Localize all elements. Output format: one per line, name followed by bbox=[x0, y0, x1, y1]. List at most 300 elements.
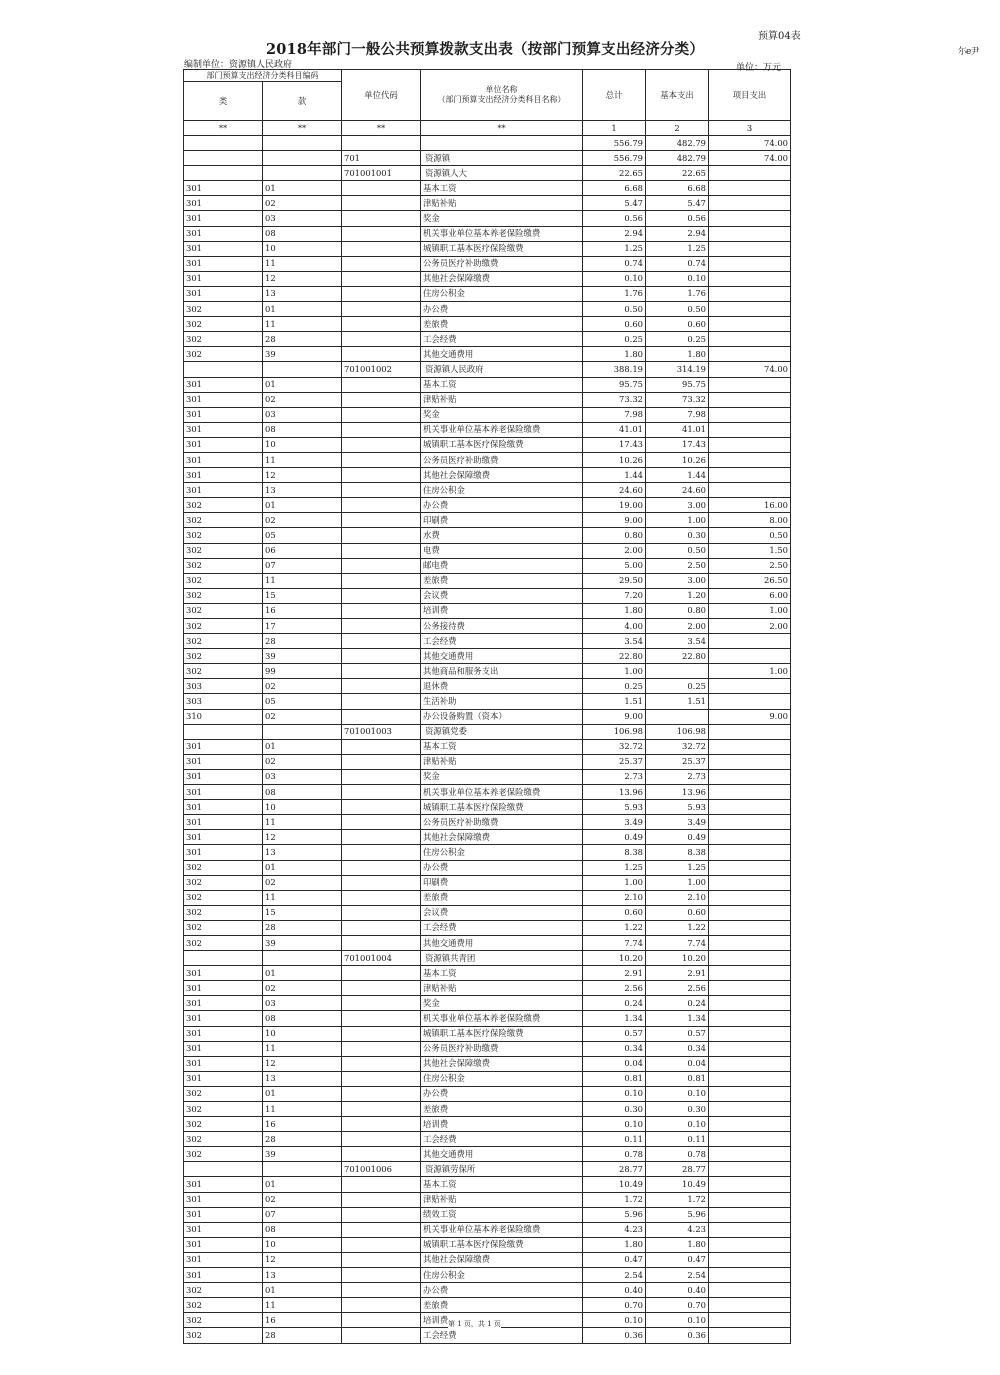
cell-basic: 3.49 bbox=[646, 815, 709, 830]
unit-label: 单位：万元 bbox=[736, 63, 782, 73]
cell-name: 城镇职工基本医疗保险缴费 bbox=[421, 1237, 583, 1252]
cell-unit-code bbox=[342, 905, 421, 920]
table-row bbox=[184, 634, 791, 649]
cell-project bbox=[709, 1117, 791, 1132]
cell-lei: 301 bbox=[184, 483, 263, 498]
cell-project bbox=[709, 1268, 791, 1283]
cell-kuan: 28 bbox=[263, 332, 342, 347]
cell-name: 资源镇 bbox=[421, 151, 583, 166]
cell-project bbox=[709, 452, 791, 467]
header-unit-code: 单位代码 bbox=[342, 70, 421, 121]
cell-name: 住房公积金 bbox=[421, 483, 583, 498]
cell-kuan: 02 bbox=[263, 754, 342, 769]
cell-kuan: 99 bbox=[263, 664, 342, 679]
cell-total: 2.54 bbox=[583, 1268, 646, 1283]
cell-project bbox=[709, 935, 791, 950]
cell-kuan: 01 bbox=[263, 181, 342, 196]
org-label: 编制单位：资源镇人民政府 bbox=[184, 60, 293, 70]
cell-total: 10.20 bbox=[583, 951, 646, 966]
cell-unit-code bbox=[342, 513, 421, 528]
cell-lei: 301 bbox=[184, 196, 263, 211]
cell-name: 其他社会保障缴费 bbox=[421, 1056, 583, 1071]
cell-total: 0.25 bbox=[583, 332, 646, 347]
cell-project bbox=[709, 422, 791, 437]
cell-lei: 302 bbox=[184, 513, 263, 528]
cell-kuan: 12 bbox=[263, 1056, 342, 1071]
table-row bbox=[184, 1328, 791, 1343]
cell-unit-code bbox=[342, 1252, 421, 1267]
header-total: 总计 bbox=[583, 70, 646, 121]
cell-lei: 301 bbox=[184, 181, 263, 196]
cell-basic: 1.00 bbox=[646, 513, 709, 528]
cell-unit-code bbox=[342, 1313, 421, 1328]
cell-kuan: 13 bbox=[263, 1071, 342, 1086]
cell-lei: 301 bbox=[184, 286, 263, 301]
cell-total: 2.94 bbox=[583, 226, 646, 241]
cell-kuan: 11 bbox=[263, 1102, 342, 1117]
table-row bbox=[184, 558, 791, 573]
cell-kuan: 16 bbox=[263, 1117, 342, 1132]
cell-name: 奖金 bbox=[421, 407, 583, 422]
cell-lei: 301 bbox=[184, 1192, 263, 1207]
cell-project bbox=[709, 196, 791, 211]
table-row bbox=[184, 890, 791, 905]
cell-total: 32.72 bbox=[583, 739, 646, 754]
cell-total: 9.00 bbox=[583, 709, 646, 724]
cell-project bbox=[709, 800, 791, 815]
cell-project bbox=[709, 830, 791, 845]
cell-lei: 301 bbox=[184, 1222, 263, 1237]
cell-total: 5.93 bbox=[583, 800, 646, 815]
cell-total: 0.11 bbox=[583, 1132, 646, 1147]
cell-total: 0.78 bbox=[583, 1147, 646, 1162]
cell-kuan bbox=[263, 151, 342, 166]
cell-unit-code bbox=[342, 558, 421, 573]
cell-basic: 2.56 bbox=[646, 981, 709, 996]
cell-lei: 302 bbox=[184, 588, 263, 603]
cell-lei: 301 bbox=[184, 226, 263, 241]
cell-basic: 28.77 bbox=[646, 1162, 709, 1177]
cell-basic: 0.47 bbox=[646, 1252, 709, 1267]
cell-name: 公务员医疗补助缴费 bbox=[421, 1041, 583, 1056]
cell-total: 7.98 bbox=[583, 407, 646, 422]
cell-project bbox=[709, 347, 791, 362]
cell-lei: 302 bbox=[184, 1102, 263, 1117]
form-code: 预算04表 bbox=[758, 31, 801, 42]
cell-unit-code bbox=[342, 664, 421, 679]
cell-name: 基本工资 bbox=[421, 1177, 583, 1192]
table-row bbox=[184, 619, 791, 634]
cell-kuan: 13 bbox=[263, 483, 342, 498]
cell-name: 城镇职工基本医疗保险缴费 bbox=[421, 437, 583, 452]
cell-basic: 1.72 bbox=[646, 1192, 709, 1207]
cell-basic: 1.80 bbox=[646, 1237, 709, 1252]
cell-kuan: 11 bbox=[263, 452, 342, 467]
cell-name: 公务员医疗补助缴费 bbox=[421, 815, 583, 830]
table-row bbox=[184, 286, 791, 301]
cell-lei: 301 bbox=[184, 800, 263, 815]
cell-total: 0.10 bbox=[583, 271, 646, 286]
cell-basic: 0.10 bbox=[646, 271, 709, 286]
cell-lei: 301 bbox=[184, 845, 263, 860]
cell-kuan: 39 bbox=[263, 347, 342, 362]
cell-lei: 302 bbox=[184, 619, 263, 634]
cell-project: 6.00 bbox=[709, 588, 791, 603]
cell-name: 印刷费 bbox=[421, 513, 583, 528]
cell-total: 95.75 bbox=[583, 377, 646, 392]
cell-basic: 482.79 bbox=[646, 136, 709, 151]
cell-project: 2.50 bbox=[709, 558, 791, 573]
cell-unit-code bbox=[342, 347, 421, 362]
cell-unit-code bbox=[342, 528, 421, 543]
cell-unit-code bbox=[342, 709, 421, 724]
cell-project bbox=[709, 634, 791, 649]
table-row bbox=[184, 302, 791, 317]
cell-basic: 5.47 bbox=[646, 196, 709, 211]
cell-lei: 301 bbox=[184, 271, 263, 286]
cell-kuan: 16 bbox=[263, 1313, 342, 1328]
cell-kuan: 16 bbox=[263, 603, 342, 618]
cell-project bbox=[709, 679, 791, 694]
cell-lei: 302 bbox=[184, 634, 263, 649]
table-body bbox=[184, 121, 791, 1344]
cell-name: 差旅费 bbox=[421, 573, 583, 588]
cell-project bbox=[709, 407, 791, 422]
cell-project bbox=[709, 1283, 791, 1298]
cell-project: 1.00 bbox=[709, 603, 791, 618]
cell-basic: 5.96 bbox=[646, 1207, 709, 1222]
cell-total: 2.91 bbox=[583, 966, 646, 981]
cell-unit-code bbox=[342, 332, 421, 347]
cell-basic: 1.51 bbox=[646, 694, 709, 709]
cell-unit-code bbox=[342, 317, 421, 332]
cell-name: 电费 bbox=[421, 543, 583, 558]
cell-unit-code bbox=[342, 935, 421, 950]
cell-name: 差旅费 bbox=[421, 1102, 583, 1117]
cell-lei: 302 bbox=[184, 332, 263, 347]
header-unit-name-line1: 单位名称 bbox=[485, 85, 518, 94]
cell-unit-code bbox=[342, 271, 421, 286]
cell-unit-code bbox=[342, 1041, 421, 1056]
cell-basic: 0.11 bbox=[646, 1132, 709, 1147]
cell-unit-code bbox=[342, 302, 421, 317]
cell-kuan: 12 bbox=[263, 830, 342, 845]
cell-kuan: 01 bbox=[263, 966, 342, 981]
cell-total: 106.98 bbox=[583, 724, 646, 739]
cell-total: 1.80 bbox=[583, 347, 646, 362]
cell-unit-code bbox=[342, 256, 421, 271]
cell-project bbox=[709, 166, 791, 181]
cell-unit-code bbox=[342, 981, 421, 996]
index-row bbox=[184, 121, 791, 136]
cell-project: 0.50 bbox=[709, 528, 791, 543]
cell-kuan bbox=[263, 724, 342, 739]
cell-unit-code bbox=[342, 1207, 421, 1222]
cell-basic: 1.80 bbox=[646, 347, 709, 362]
table-row bbox=[184, 860, 791, 875]
cell-lei: 302 bbox=[184, 664, 263, 679]
cell-unit-code bbox=[342, 136, 421, 151]
cell-lei: 310 bbox=[184, 709, 263, 724]
cell-name: 工会经费 bbox=[421, 1132, 583, 1147]
cell-basic: 0.80 bbox=[646, 603, 709, 618]
cell-kuan bbox=[263, 951, 342, 966]
cell-kuan: 28 bbox=[263, 1132, 342, 1147]
cell-project bbox=[709, 996, 791, 1011]
table-row bbox=[184, 483, 791, 498]
cell-project bbox=[709, 1298, 791, 1313]
cell-basic: 0.25 bbox=[646, 679, 709, 694]
cell-kuan: 08 bbox=[263, 1222, 342, 1237]
cell-lei: 301 bbox=[184, 1071, 263, 1086]
cell-basic: 22.80 bbox=[646, 649, 709, 664]
cell-project bbox=[709, 1252, 791, 1267]
cell-total: 1.34 bbox=[583, 1011, 646, 1026]
cell-kuan: 10 bbox=[263, 437, 342, 452]
cell-basic: 2.10 bbox=[646, 890, 709, 905]
table-row bbox=[184, 769, 791, 784]
cell-name: 津贴补贴 bbox=[421, 754, 583, 769]
cell-unit-code bbox=[342, 769, 421, 784]
table-row bbox=[184, 905, 791, 920]
cell-project bbox=[709, 754, 791, 769]
index-cell: ** bbox=[342, 121, 421, 136]
table-row bbox=[184, 830, 791, 845]
table-row bbox=[184, 1222, 791, 1237]
index-cell: ** bbox=[184, 121, 263, 136]
table-row bbox=[184, 1298, 791, 1313]
cell-project bbox=[709, 1192, 791, 1207]
cell-kuan: 08 bbox=[263, 226, 342, 241]
cell-name: 资源镇人民政府 bbox=[421, 362, 583, 377]
table-row bbox=[184, 981, 791, 996]
table-row bbox=[184, 996, 791, 1011]
cell-basic: 5.93 bbox=[646, 800, 709, 815]
cell-project bbox=[709, 1102, 791, 1117]
cell-total: 7.20 bbox=[583, 588, 646, 603]
cell-total: 0.04 bbox=[583, 1056, 646, 1071]
cell-kuan: 02 bbox=[263, 875, 342, 890]
cell-basic: 0.74 bbox=[646, 256, 709, 271]
table-row bbox=[184, 332, 791, 347]
cell-project bbox=[709, 377, 791, 392]
cell-kuan: 07 bbox=[263, 558, 342, 573]
cell-lei: 301 bbox=[184, 211, 263, 226]
cell-unit-code bbox=[342, 920, 421, 935]
cell-total: 0.24 bbox=[583, 996, 646, 1011]
header-unit-name-line2: （部门预算支出经济分类科目名称） bbox=[437, 95, 566, 104]
cell-total: 0.50 bbox=[583, 302, 646, 317]
cell-basic: 314.19 bbox=[646, 362, 709, 377]
table-row bbox=[184, 920, 791, 935]
cell-project bbox=[709, 181, 791, 196]
cell-project bbox=[709, 1162, 791, 1177]
table-row bbox=[184, 1071, 791, 1086]
cell-lei: 301 bbox=[184, 392, 263, 407]
cell-kuan: 11 bbox=[263, 317, 342, 332]
cell-project bbox=[709, 951, 791, 966]
table-row bbox=[184, 815, 791, 830]
table-row bbox=[184, 1177, 791, 1192]
cell-unit-code bbox=[342, 1298, 421, 1313]
cell-basic: 3.00 bbox=[646, 498, 709, 513]
table-row bbox=[184, 181, 791, 196]
table-row bbox=[184, 1207, 791, 1222]
cell-project bbox=[709, 724, 791, 739]
table-row bbox=[184, 377, 791, 392]
cell-project bbox=[709, 920, 791, 935]
table-row bbox=[184, 724, 791, 739]
cell-lei: 301 bbox=[184, 981, 263, 996]
cell-unit-code bbox=[342, 1147, 421, 1162]
cell-lei: 301 bbox=[184, 377, 263, 392]
cell-unit-code bbox=[342, 543, 421, 558]
cell-lei bbox=[184, 1162, 263, 1177]
table-row bbox=[184, 1237, 791, 1252]
cell-project bbox=[709, 1222, 791, 1237]
cell-name: 资源镇劳保所 bbox=[421, 1162, 583, 1177]
cell-name: 办公费 bbox=[421, 302, 583, 317]
cell-lei: 302 bbox=[184, 1313, 263, 1328]
header-lei: 类 bbox=[184, 82, 263, 121]
cell-total: 0.80 bbox=[583, 528, 646, 543]
cell-total: 1.25 bbox=[583, 860, 646, 875]
cell-name: 其他交通费用 bbox=[421, 935, 583, 950]
cell-kuan: 11 bbox=[263, 1041, 342, 1056]
cell-kuan: 03 bbox=[263, 407, 342, 422]
table-row bbox=[184, 935, 791, 950]
cell-basic: 0.34 bbox=[646, 1041, 709, 1056]
cell-total: 1.00 bbox=[583, 664, 646, 679]
cell-total: 0.60 bbox=[583, 317, 646, 332]
cell-lei: 302 bbox=[184, 543, 263, 558]
index-cell: ** bbox=[263, 121, 342, 136]
table-row bbox=[184, 1086, 791, 1101]
cell-unit-code bbox=[342, 1071, 421, 1086]
cell-basic bbox=[646, 709, 709, 724]
cell-project bbox=[709, 649, 791, 664]
table-row bbox=[184, 1041, 791, 1056]
cell-kuan bbox=[263, 136, 342, 151]
cell-name: 其他社会保障缴费 bbox=[421, 468, 583, 483]
cell-lei: 302 bbox=[184, 875, 263, 890]
cell-total: 0.81 bbox=[583, 1071, 646, 1086]
table-row bbox=[184, 513, 791, 528]
cell-total: 24.60 bbox=[583, 483, 646, 498]
cell-basic: 106.98 bbox=[646, 724, 709, 739]
cell-lei: 301 bbox=[184, 1011, 263, 1026]
cell-project bbox=[709, 694, 791, 709]
cell-project bbox=[709, 437, 791, 452]
cell-name: 津贴补贴 bbox=[421, 196, 583, 211]
cell-kuan: 13 bbox=[263, 286, 342, 301]
cell-basic: 95.75 bbox=[646, 377, 709, 392]
cell-unit-code bbox=[342, 619, 421, 634]
table-row bbox=[184, 392, 791, 407]
table-row bbox=[184, 679, 791, 694]
cell-lei: 301 bbox=[184, 422, 263, 437]
cell-unit-code bbox=[342, 437, 421, 452]
cell-name: 工会经费 bbox=[421, 634, 583, 649]
cell-unit-code bbox=[342, 468, 421, 483]
cell-name: 其他社会保障缴费 bbox=[421, 830, 583, 845]
cell-unit-code bbox=[342, 1056, 421, 1071]
cell-basic: 1.20 bbox=[646, 588, 709, 603]
cell-basic: 0.24 bbox=[646, 996, 709, 1011]
cell-lei: 301 bbox=[184, 785, 263, 800]
cell-unit-code: 701001004 bbox=[342, 951, 421, 966]
header-project: 项目支出 bbox=[709, 70, 791, 121]
cell-project bbox=[709, 468, 791, 483]
cell-unit-code bbox=[342, 634, 421, 649]
cell-name: 机关事业单位基本养老保险缴费 bbox=[421, 785, 583, 800]
cell-name: 津贴补贴 bbox=[421, 392, 583, 407]
cell-total: 1.25 bbox=[583, 241, 646, 256]
cell-kuan: 10 bbox=[263, 241, 342, 256]
cell-basic bbox=[646, 664, 709, 679]
cell-basic: 2.00 bbox=[646, 619, 709, 634]
cell-total: 1.44 bbox=[583, 468, 646, 483]
cell-unit-code bbox=[342, 211, 421, 226]
cell-kuan: 15 bbox=[263, 588, 342, 603]
cell-total: 5.96 bbox=[583, 1207, 646, 1222]
cell-lei: 302 bbox=[184, 905, 263, 920]
cell-lei: 302 bbox=[184, 558, 263, 573]
cell-total: 41.01 bbox=[583, 422, 646, 437]
page-footer: 第 1 页，共 1 页 bbox=[448, 1320, 501, 1328]
table-row bbox=[184, 966, 791, 981]
cell-kuan: 01 bbox=[263, 377, 342, 392]
cell-project bbox=[709, 1041, 791, 1056]
cell-name: 差旅费 bbox=[421, 317, 583, 332]
cell-basic: 25.37 bbox=[646, 754, 709, 769]
cell-project bbox=[709, 256, 791, 271]
cell-unit-code bbox=[342, 1132, 421, 1147]
cell-total: 0.47 bbox=[583, 1252, 646, 1267]
cell-name: 基本工资 bbox=[421, 181, 583, 196]
cell-name: 住房公积金 bbox=[421, 1071, 583, 1086]
table-row bbox=[184, 1117, 791, 1132]
cell-name: 奖金 bbox=[421, 769, 583, 784]
cell-name: 邮电费 bbox=[421, 558, 583, 573]
cell-basic: 10.20 bbox=[646, 951, 709, 966]
table-row bbox=[184, 241, 791, 256]
cell-kuan: 03 bbox=[263, 769, 342, 784]
cell-total: 25.37 bbox=[583, 754, 646, 769]
cell-lei: 301 bbox=[184, 739, 263, 754]
cell-unit-code bbox=[342, 845, 421, 860]
cell-lei: 301 bbox=[184, 830, 263, 845]
cell-kuan: 02 bbox=[263, 513, 342, 528]
cell-lei: 302 bbox=[184, 920, 263, 935]
cell-project: 1.50 bbox=[709, 543, 791, 558]
cell-total: 2.00 bbox=[583, 543, 646, 558]
cell-unit-code: 701001003 bbox=[342, 724, 421, 739]
cell-name: 奖金 bbox=[421, 211, 583, 226]
cell-project bbox=[709, 211, 791, 226]
table-row bbox=[184, 603, 791, 618]
cell-kuan bbox=[263, 1162, 342, 1177]
cell-kuan: 01 bbox=[263, 302, 342, 317]
cell-basic: 0.78 bbox=[646, 1147, 709, 1162]
table-row bbox=[184, 573, 791, 588]
cell-name: 办公费 bbox=[421, 1086, 583, 1101]
cell-basic: 8.38 bbox=[646, 845, 709, 860]
cell-project: 74.00 bbox=[709, 136, 791, 151]
cell-lei: 302 bbox=[184, 603, 263, 618]
cell-basic: 0.10 bbox=[646, 1117, 709, 1132]
cell-project bbox=[709, 1313, 791, 1328]
